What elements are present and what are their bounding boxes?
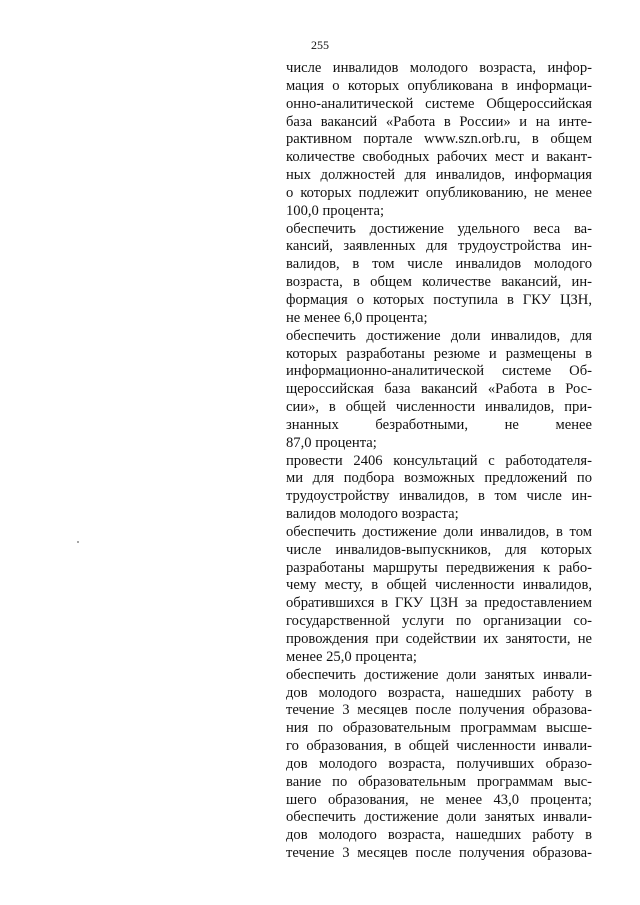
- text-line: возраста, в общем количестве вакансий, ин-: [286, 274, 592, 291]
- text-line: количестве свободных рабочих мест и вакант-: [286, 149, 592, 166]
- text-line: рактивном портале www.szn.orb.ru, в общем: [286, 131, 592, 148]
- text-line: провести 2406 консультаций с работодателя-: [286, 452, 592, 469]
- text-line: информационно-аналитической системе Об-: [286, 363, 592, 380]
- text-line: сии», в общей численности инвалидов, при-: [286, 399, 592, 416]
- text-line: дов молодого возраста, нашедших работу в: [286, 827, 592, 844]
- text-line: дов молодого возраста, нашедших работу в: [286, 684, 592, 701]
- text-line: обеспечить достижение доли инвалидов, в том: [286, 523, 592, 540]
- text-line: числе инвалидов молодого возраста, инфор-: [286, 60, 592, 76]
- page-number: 255: [311, 38, 329, 52]
- text-line: обеспечить достижение доли инвалидов, для: [286, 327, 592, 344]
- body-text: [286, 60, 592, 863]
- text-line: обратившихся в ГКУ ЦЗН за предоставлением: [286, 595, 592, 612]
- text-line: трудоустройству инвалидов, в том числе ин-: [286, 488, 592, 505]
- text-line: государственной услуги по организации со-: [286, 613, 592, 630]
- text-line: которых разработаны резюме и размещены в: [286, 345, 592, 362]
- text-line: валидов, в том числе инвалидов молодого: [286, 256, 592, 273]
- text-line: менее 25,0 процента;: [286, 648, 417, 665]
- text-line: обеспечить достижение удельного веса ва-: [286, 220, 592, 237]
- text-line: чему месту, в общей численности инвалидов,: [286, 577, 592, 594]
- text-line: обеспечить достижение доли занятых инвали-: [286, 666, 592, 683]
- text-line: 100,0 процента;: [286, 202, 385, 219]
- text-line: база вакансий «Работа в России» и на инте-: [286, 113, 592, 130]
- text-line: щероссийская база вакансий «Работа в Рос-: [286, 381, 592, 398]
- text-line: ния по образовательным программам высше-: [286, 720, 592, 737]
- text-line: мация о которых опубликована в информаци-: [286, 77, 592, 94]
- text-line: течение 3 месяцев после получения образова-: [286, 845, 592, 862]
- text-line: кансий, заявленных для трудоустройства ин-: [286, 238, 592, 255]
- text-line: ми для подбора возможных предложений по: [286, 470, 592, 487]
- scan-speck: [77, 541, 79, 543]
- text-line: провождения при содействии их занятости, не: [286, 631, 592, 647]
- text-line: го образования, в общей численности инвали-: [286, 738, 592, 755]
- text-line: ных должностей для инвалидов, информация: [286, 167, 592, 184]
- text-line: разработаны маршруты передвижения к рабо-: [286, 559, 592, 576]
- text-line: не менее 6,0 процента;: [286, 309, 428, 326]
- text-line: обеспечить достижение доли занятых инвали-: [286, 809, 592, 826]
- text-line: о которых подлежит опубликованию, не менее: [286, 184, 592, 201]
- text-line: 87,0 процента;: [286, 434, 377, 451]
- text-line: формация о которых поступила в ГКУ ЦЗН,: [286, 291, 592, 308]
- text-line: валидов молодого возраста;: [286, 506, 459, 523]
- text-line: онно-аналитической системе Общероссийская: [286, 95, 592, 112]
- text-line: числе инвалидов-выпускников, для которых: [286, 541, 592, 558]
- text-line: вание по образовательным программам выс-: [286, 773, 592, 790]
- text-line: знанных безработными, не менее: [286, 416, 592, 433]
- text-line: дов молодого возраста, получивших образо-: [286, 755, 592, 772]
- text-line: течение 3 месяцев после получения образова-: [286, 702, 592, 719]
- text-line: шего образования, не менее 43,0 процента;: [286, 791, 592, 808]
